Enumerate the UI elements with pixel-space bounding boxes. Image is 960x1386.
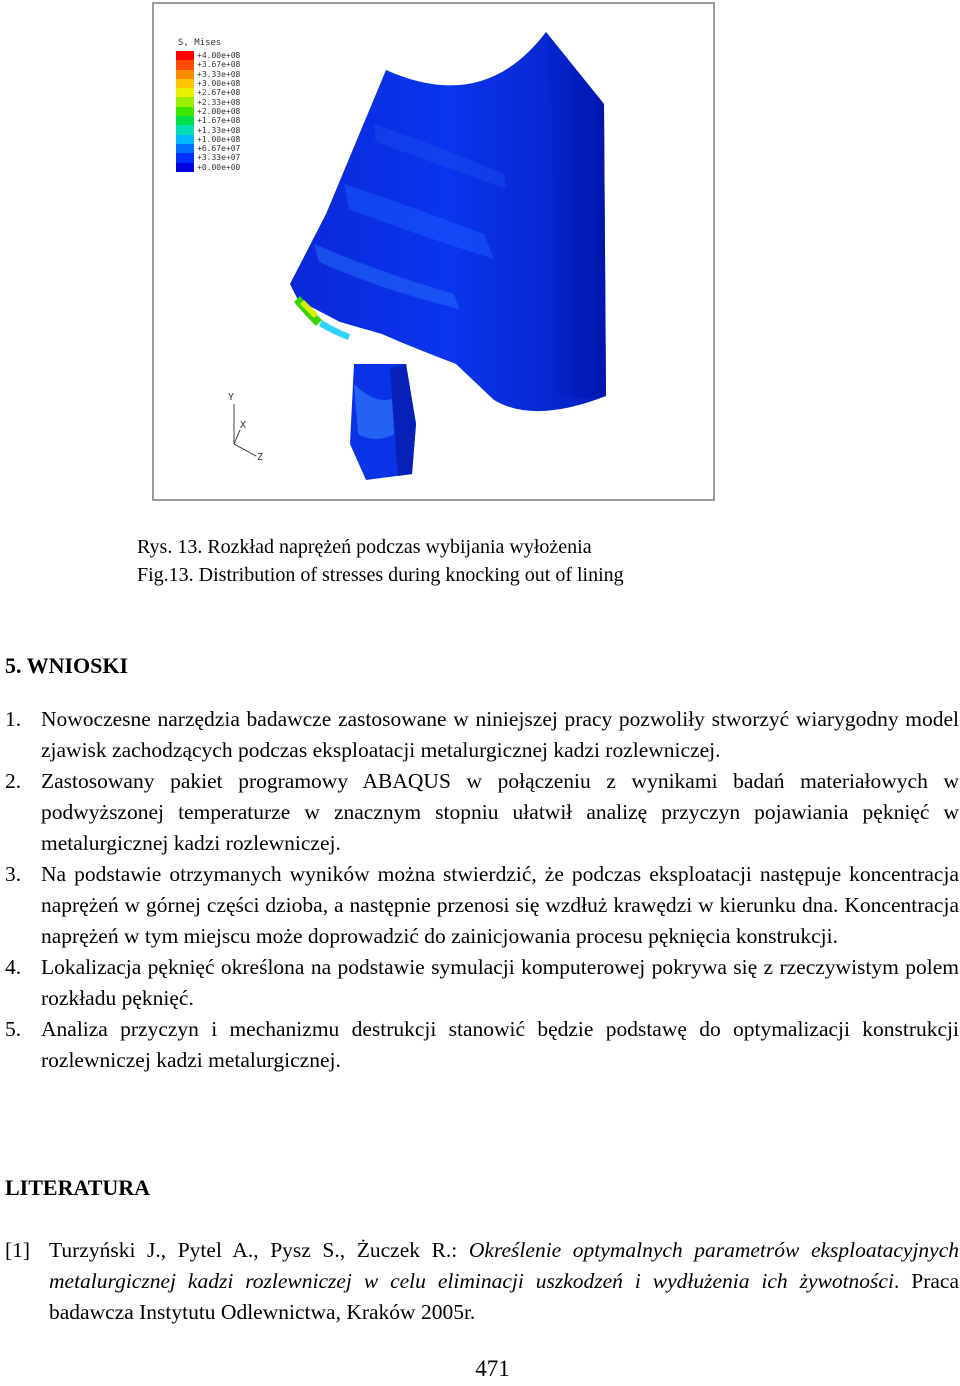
stress-legend — [176, 38, 240, 172]
legend-row — [176, 163, 240, 172]
item-text: Na podstawie otrzymanych wyników można stwierdzić, że podczas eksploatacji następuje koncentracja naprężeń w górnej części dzioba, a następnie przenosi się wzdłuż krawędzi w kierunku dna. Koncentracja naprężeń w tym miejscu może doprowadzić do zainicjowania procesu pęknięcia konstrukcji. — [41, 862, 959, 948]
figure-caption-en: Fig.13. Distribution of stresses during knocking out of lining — [137, 564, 624, 586]
legend-label: +2.67e+08 — [197, 88, 241, 98]
x-axis-arrow — [234, 430, 240, 444]
legend-swatch — [176, 125, 194, 134]
legend-swatch — [176, 107, 194, 116]
legend-row — [176, 144, 240, 153]
legend-label: +3.33e+08 — [197, 69, 241, 79]
literature-heading: LITERATURA — [5, 1175, 151, 1200]
legend-label: +0.00e+00 — [197, 162, 241, 172]
legend-row — [176, 116, 240, 125]
legend-swatch — [176, 60, 194, 69]
legend-swatch — [176, 116, 194, 125]
legend-swatch — [176, 79, 194, 88]
legend-label: +6.67e+07 — [197, 144, 241, 154]
z-axis-arrow — [234, 444, 256, 456]
legend-row — [176, 88, 240, 97]
item-text: Lokalizacja pęknięć określona na podstawie symulacji komputerowej pokrywa się z rzeczywistym polem rozkładu pęknięć. — [41, 955, 959, 1010]
legend-row — [176, 70, 240, 79]
list-item — [5, 766, 959, 859]
legend-label: +1.67e+08 — [197, 116, 241, 126]
fem-figure — [152, 2, 715, 501]
legend-swatch — [176, 97, 194, 106]
legend-swatch — [176, 135, 194, 144]
z-axis-label: Z — [257, 452, 264, 463]
item-number: 2. — [5, 769, 22, 793]
legend-swatch — [176, 144, 194, 153]
legend-swatch — [176, 70, 194, 79]
legend-swatch — [176, 163, 194, 172]
legend-label: +3.33e+07 — [197, 153, 241, 163]
legend-label: +2.33e+08 — [197, 97, 241, 107]
legend-row — [176, 135, 240, 144]
item-text: Analiza przyczyn i mechanizmu destrukcji stanowić będzie podstawę do optymalizacji konstrukcji rozlewniczej kadzi metalurgicznej. — [41, 1017, 959, 1072]
legend-swatch — [176, 153, 194, 162]
y-axis-label: Y — [228, 392, 235, 403]
legend-row — [176, 79, 240, 88]
legend-label: +2.00e+08 — [197, 106, 241, 116]
legend-label: +3.00e+08 — [197, 79, 241, 89]
item-text: Nowoczesne narzędzia badawcze zastosowane w niniejszej pracy pozwoliły stworzyć wiarygodny model zjawisk zachodzących podczas eksploatacji metalurgicznej kadzi rozlewniczej. — [41, 707, 959, 762]
reference-item — [5, 1235, 959, 1328]
legend-row — [176, 125, 240, 134]
page-number: 471 — [475, 1356, 510, 1381]
conclusions-list — [5, 704, 959, 1076]
x-axis-label: X — [240, 420, 247, 431]
list-item — [5, 704, 959, 766]
list-item — [5, 952, 959, 1014]
legend-row — [176, 97, 240, 106]
legend-label: +3.67e+08 — [197, 60, 241, 70]
legend-swatch — [176, 51, 194, 60]
legend-row — [176, 107, 240, 116]
figure-caption-pl: Rys. 13. Rozkład naprężeń podczas wybijania wyłożenia — [137, 536, 592, 558]
item-text: Zastosowany pakiet programowy ABAQUS w połączeniu z wynikami badań materiałowych w podwyższonej temperaturze w znacznym stopniu ułatwił analizę przyczyn pojawiania pęknięć w metalurgicznej kadzi rozlewniczej. — [41, 769, 959, 855]
legend-row — [176, 51, 240, 60]
reference-number: [1] — [5, 1238, 31, 1262]
legend-label: +4.00e+08 — [197, 51, 241, 61]
legend-row — [176, 153, 240, 162]
item-number: 5. — [5, 1017, 22, 1041]
reference-body — [5, 1235, 959, 1328]
list-item — [5, 1014, 959, 1076]
reference-title: Określenie optymalnych parametrów eksploatacyjnych metalurgicznej kadzi rozlewniczej w celu eliminacji uszkodzeń i wydłużenia ich żywotności — [49, 1238, 960, 1293]
legend-row — [176, 60, 240, 69]
legend-label: +1.33e+08 — [197, 125, 241, 135]
reference-authors: Turzyński J., Pytel A., Pysz S., Żuczek R.: — [49, 1238, 469, 1262]
legend-title: S, Mises — [178, 38, 222, 48]
legend-rows — [176, 51, 240, 172]
item-number: 1. — [5, 707, 22, 731]
legend-label: +1.00e+08 — [197, 134, 241, 144]
item-number: 4. — [5, 955, 22, 979]
reference-publisher: . Praca badawcza Instytutu Odlewnictwa, Kraków 2005r. — [49, 1269, 959, 1324]
section-heading: 5. WNIOSKI — [5, 653, 129, 678]
item-number: 3. — [5, 862, 22, 886]
list-item — [5, 859, 959, 952]
legend-swatch — [176, 88, 194, 97]
